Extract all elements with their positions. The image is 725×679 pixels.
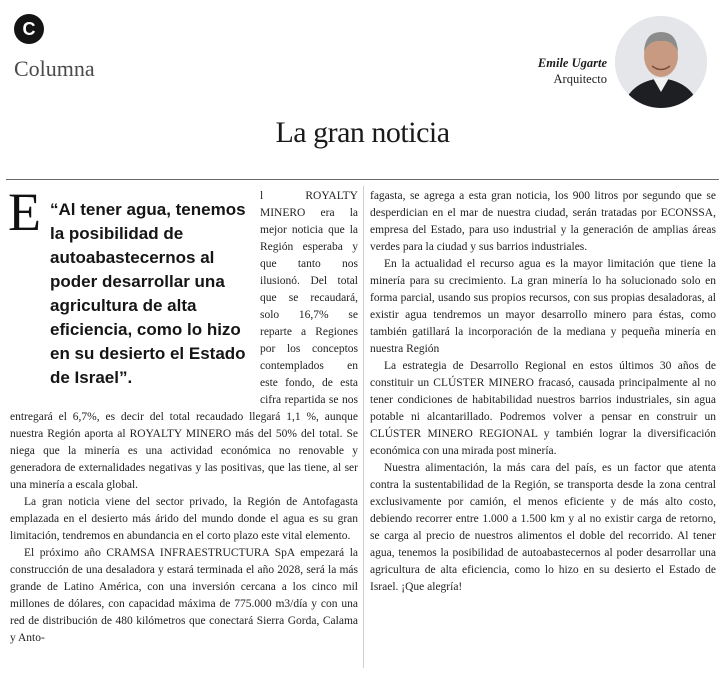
paragraph: El próximo año CRAMSA INFRAESTRUCTURA SpA empezará la construcción de una desaladora y estará terminada el año 2028, será la más grande de Latino América, con una inversión cercana a los cinco mil millones de dólares, con capacidad máxima de 775.000 m3/día y con una red de distribución de 480 kilómetros que conectará Sierra Gorda, Calama y Anto- xyxy=(10,547,358,644)
paragraph: La gran noticia viene del sector privado, la Región de Antofagasta emplazada en el desierto más árido del mundo donde el agua es su gran limitación, tendremos en abundancia en el corto plazo este vital elemento. xyxy=(10,496,358,542)
article-title: La gran noticia xyxy=(275,116,450,149)
author-photo xyxy=(615,16,707,108)
paragraph: fagasta, se agrega a esta gran noticia, los 900 litros por segundo que se desperdician en el mar de nuestra ciudad, serán tratadas por ECONSSA, empresa del Estado, para uso industrial y la generación de amplias áreas verdes para la ciudad y sus barrios industriales. xyxy=(370,190,716,253)
column-badge: C xyxy=(14,14,44,44)
title-divider xyxy=(6,179,719,180)
section-label: Columna xyxy=(14,56,95,81)
drop-cap: E xyxy=(8,182,41,242)
author-byline xyxy=(538,55,607,87)
article-column-2 xyxy=(370,188,716,596)
paragraph: Nuestra alimentación, la más cara del país, es un factor que atenta contra la sustentabilidad de la Región, se transporta desde la zona central exclusivamente por camión, el menos eficiente y de más alto costo, debiendo recorrer entre 1.000 a 1.500 km y al no existir carga de retorno, se carga al precio de nuestros alimentos el doble del recorrido. Al tener agua, tenemos la posibilidad de autoabastecernos al poder desarrollar una agricultura de alta eficiencia, como lo hizo en su desierto el Estado de Israel. ¡Que alegría! xyxy=(370,462,716,593)
column-divider xyxy=(363,186,364,668)
pull-quote: “Al tener agua, tenemos la posibilidad de autoabastecernos al poder desarrollar una agricultura de alta eficiencia, como lo hizo en su desierto el Estado de Israel”. xyxy=(50,200,246,387)
paragraph-text: l ROYALTY MINERO era la mejor noticia que la Región esperaba y que tanto nos ilusionó. Del total que se recaudará, solo 16,7% se reparte a Regiones por los conceptos contemplados en este fondo, de esta cifra repartida se nos entregará el 6,7%, es decir del total recaudado llegará 1,1 %, aunque nuestra Región aporta al ROYALTY MINERO más del 50% del total. Se niega que la minería es una actividad económica no renovable y generadora de externalidades negativas y las positivas, que las tiene, al ser una minería a escala global. xyxy=(10,190,358,491)
paragraph xyxy=(8,182,358,494)
article-column-1 xyxy=(8,182,358,668)
paragraph: En la actualidad el recurso agua es la mayor limitación que tiene la minería para su crecimiento. La gran minería lo ha solucionado solo en forma parcial, usando sus propios recursos, con sus propias desaladoras, al existir agua tendremos un mayor desarrollo minero para éstas, como también gatillará la incorporación de la mediana y pequeña minería en nuestra Región xyxy=(370,258,716,355)
author-portrait-icon xyxy=(615,16,707,108)
author-role: Arquitecto xyxy=(553,72,607,86)
paragraph: La estrategia de Desarrollo Regional en estos últimos 30 años de constituir un CLÚSTER MINERO fracasó, causada principalmente al no tener condiciones de habitabilidad nuestros barrios industriales, sin agua potable ni alcantarillado. Podremos volver a pensar en construir un CLÚSTER MINERO REGIONAL y también lograr la diversificación económica con una mirada post minería. xyxy=(370,360,716,457)
author-name: Emile Ugarte xyxy=(537,56,607,70)
